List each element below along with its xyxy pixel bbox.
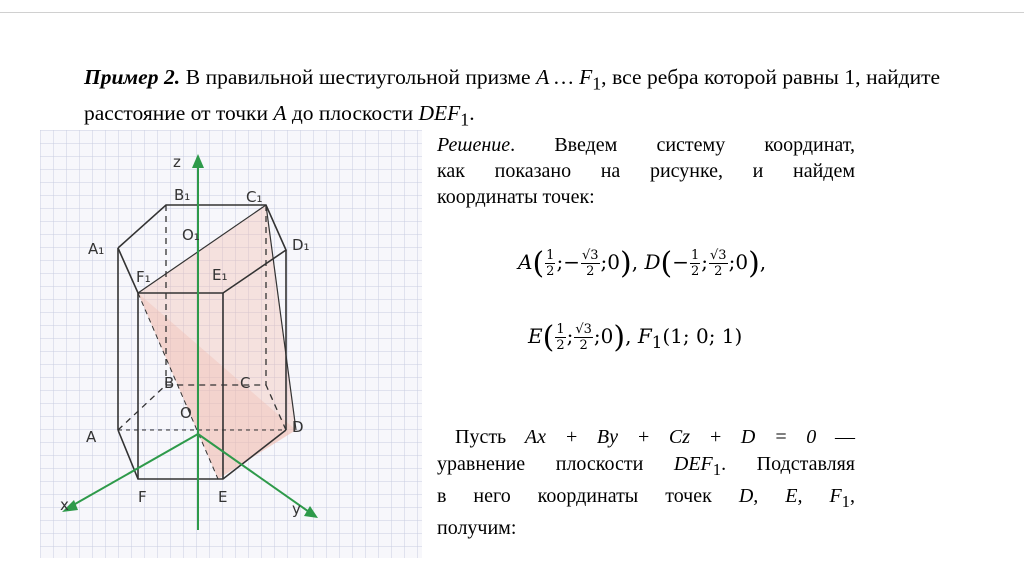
label-z: z	[173, 153, 181, 171]
prism-drawing	[40, 130, 422, 558]
label-d1: D₁	[292, 236, 310, 254]
solution-intro: Решение. Введем систему координат, как показано на рисунке, и найдем координаты точек:	[437, 134, 855, 208]
solution-word: Решение	[437, 134, 511, 156]
label-f1: F₁	[136, 268, 151, 286]
label-b: B	[164, 374, 175, 392]
label-c: C	[240, 374, 251, 392]
label-o: O	[180, 404, 192, 422]
label-e1: E₁	[212, 266, 228, 284]
label-c1: C₁	[246, 188, 263, 206]
label-a: A	[86, 428, 97, 446]
label-x: x	[60, 496, 69, 514]
label-e: E	[218, 488, 228, 506]
label-y: y	[292, 500, 301, 518]
formula-e-f1: E( $\frac{1}{2}$ ; $\frac{√3}{2}$ ;0), $F_1(1$; 0; 1)	[528, 320, 743, 355]
label-f: F	[138, 488, 147, 506]
plane-equation: Ax + By + Cz + D = 0	[524, 426, 817, 448]
label-o1: O₁	[182, 226, 200, 244]
plane-equation-text: Пусть Ax + By + Cz + D = 0 — уравнение плоскости $DEF_1$. Подставляя в него координаты точек D, E, $F_1$, получим:	[437, 426, 856, 539]
label-b1: B₁	[174, 186, 191, 204]
label-d: D	[292, 418, 304, 436]
example-label: Пример 2.	[84, 65, 181, 89]
formula-a-d: A( $\frac{1}{2}$ ;− $\frac{√3}{2}$ ;0), D(− $\frac{1}{2}$ ; $\frac{√3}{2}$ ;0),	[518, 246, 767, 281]
problem-statement: Пример 2. В правильной шестиугольной призме A … $F_1$, все ребра которой равны 1, найдите расстояние от точки A до плоскости $DEF_1$.	[84, 65, 941, 130]
label-a1: A₁	[88, 240, 105, 258]
slide-top-rule	[0, 12, 1024, 13]
prism-figure-svg	[40, 130, 422, 558]
